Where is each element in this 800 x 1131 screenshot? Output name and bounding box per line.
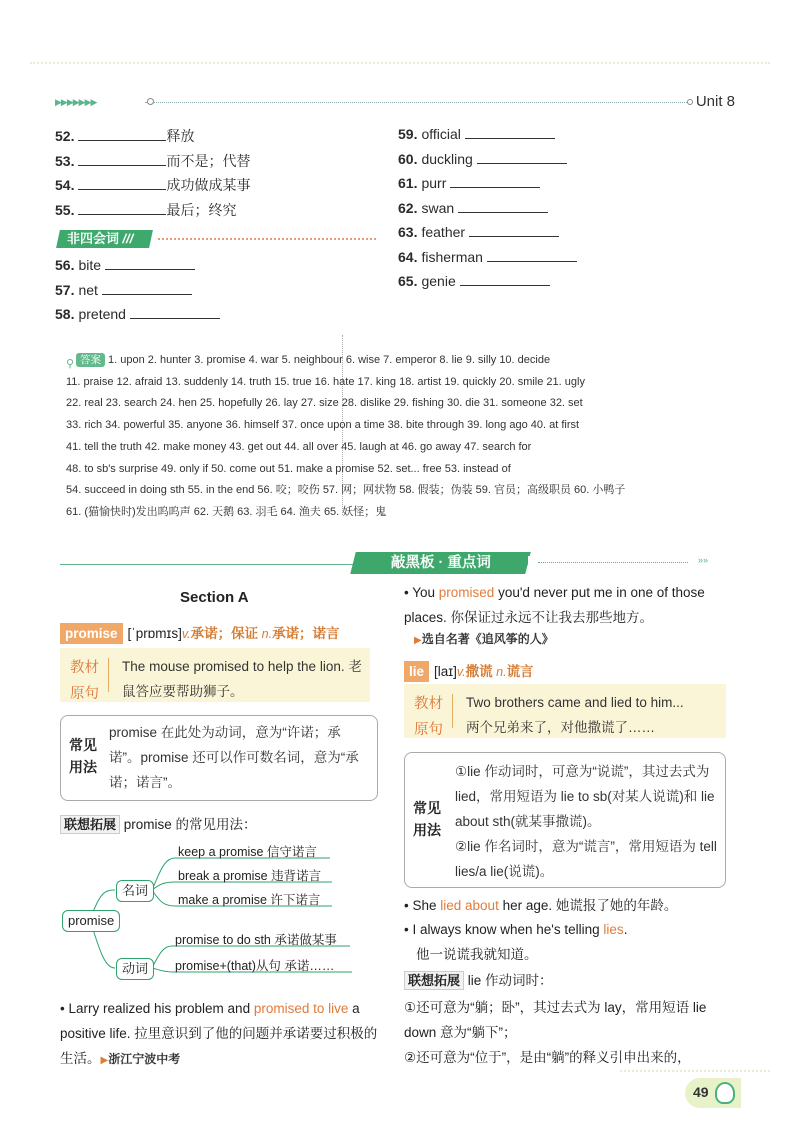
header-rule [145, 102, 687, 103]
mind-leaf: promise to do sth 承诺做某事 [175, 933, 337, 947]
answer-blank[interactable] [78, 176, 166, 190]
balloon-icon [715, 1082, 735, 1104]
answer-line: 41. tell the truth 42. make money 43. get out 44. all over 45. laugh at 46. go away 47. search for [66, 440, 532, 453]
usage-box [404, 752, 726, 888]
vocab-item: 55. 最后；终究 [55, 201, 237, 218]
box-divider [452, 694, 453, 728]
unit-title: Unit 8 [695, 93, 735, 110]
vocab-item: 64. fisherman [398, 245, 577, 270]
source-note: ▶浙江宁波中考 [100, 1052, 181, 1066]
vocab-left-list [55, 124, 250, 222]
answer-blank[interactable] [469, 223, 559, 237]
vocab-item: 60. duckling [398, 147, 577, 172]
answer-blank[interactable] [78, 127, 166, 141]
mind-leaf: keep a promise 信守诺言 [178, 845, 317, 859]
box-text: Two brothers came and lied to him... 两个兄弟来了，对他撒谎了…… [466, 695, 684, 735]
mind-leaf: promise+(that)从句 承诺…… [175, 959, 335, 973]
answer-line: ⚲ 答案 1. upon 2. hunter 3. promise 4. war 5. neighbour 6. wise 7. emperor 8. lie 9. silly 10. decide [66, 354, 551, 371]
box-text: The mouse promised to help the lion. 老鼠答应要帮助狮子。 [122, 659, 362, 699]
example-sentence: • Larry realized his problem and promised to live a positive life. 拉里意识到了他的问题并承诺要过积极的生活。▶浙江宁波中考 [60, 1001, 378, 1066]
extension-text: ①还可意为“躺；卧”，其过去式为 lay，常用短语 lie down 意为“躺下”； ②还可意为“位于”，是由“躺”的释义引申出来的， [404, 1000, 707, 1065]
vocab-item: 58. pretend [55, 302, 220, 327]
header-circle-left [147, 98, 154, 105]
usage-box [60, 715, 378, 801]
answer-line: 11. praise 12. afraid 13. suddenly 14. truth 15. true 16. hate 17. king 18. artist 19. quickly 20. smile 21. ugly [66, 375, 585, 388]
example-sentence: • I always know when he's telling lies. 他一说谎我就知道。 [404, 922, 628, 962]
mind-verb: 动词 [116, 958, 154, 980]
mind-root: promise [62, 910, 120, 932]
top-dotted-border [30, 62, 770, 64]
tag-dotted-line [158, 238, 376, 240]
vocab-item: 52. 释放 [55, 128, 195, 144]
answer-line: 48. to sb's surprise 49. only if 50. come out 51. make a promise 52. set... free 53. instead of [66, 462, 511, 475]
answer-blank[interactable] [460, 272, 550, 286]
usage-label: 常见用法 [413, 800, 441, 838]
mind-leaf: make a promise 许下诺言 [178, 893, 321, 907]
answer-blank[interactable] [465, 125, 555, 139]
extension-line: 联想拓展 promise 的常见用法： [60, 812, 257, 837]
answer-blank[interactable] [130, 305, 220, 319]
footer-dots [620, 1070, 770, 1072]
mind-map [60, 842, 360, 992]
vocab-item: 63. feather [398, 220, 577, 245]
vocab-item: 54. 成功做成某事 [55, 177, 251, 193]
source-note: ▶选自名著《追风筝的人》 [414, 632, 554, 646]
answer-key [66, 350, 746, 524]
answer-line: 22. real 23. search 24. hen 25. hopefully 26. lay 27. size 28. dislike 29. fishing 30. die 31. someone 32. set [66, 397, 583, 410]
section-title: Section A [180, 589, 249, 606]
key-icon: ⚲ [66, 358, 75, 371]
word-badge: promise [60, 623, 123, 644]
answer-line: 33. rich 34. powerful 35. anyone 36. himself 37. once upon a time 38. bite through 39. long ago 40. at first [66, 419, 580, 432]
answer-blank[interactable] [105, 256, 195, 270]
page-number-badge [685, 1078, 741, 1108]
vocab-item: 59. official [398, 122, 577, 147]
answer-blank[interactable] [487, 248, 577, 262]
mind-noun: 名词 [116, 880, 154, 902]
textbook-sentence-box [404, 684, 726, 738]
page-number: 49 [693, 1084, 709, 1100]
vocab-item: 62. swan [398, 196, 577, 221]
answer-key-label: 答案 [76, 353, 105, 367]
headword-promise: promise [ˈprɒmɪs]v.承诺；保证 n.承诺；诺言 [60, 622, 340, 644]
vocab-item: 56. bite [55, 253, 220, 278]
vocab-right-list [398, 122, 577, 294]
extension-line: 联想拓展 lie 作动词时： [404, 968, 553, 993]
extension-label: 联想拓展 [404, 971, 464, 990]
box-label: 教材原句 [70, 660, 99, 702]
header-circle-right [687, 99, 693, 105]
box-label: 教材原句 [414, 696, 443, 738]
vocab-left2-list [55, 253, 220, 327]
mind-leaf: break a promise 违背诺言 [178, 869, 322, 883]
header-arrows: ▶▶▶▶▶▶▶ [55, 97, 97, 107]
answer-blank[interactable] [78, 152, 166, 166]
answer-line: 61. (猫愉快时)发出呜呜声 62. 天鹅 63. 羽毛 64. 渔夫 65. 妖怪；鬼 [66, 505, 387, 518]
headword-lie: lie [laɪ]v.撒谎 n.谎言 [404, 660, 534, 682]
banner-title: 敲黑板 · 重点词 [350, 552, 530, 574]
answer-line: 54. succeed in doing sth 55. in the end 56. 咬；咬伤 57. 网；网状物 58. 假装；伪装 59. 官员；高级职员 60. 小鸭子 [66, 484, 626, 497]
textbook-sentence-box [60, 648, 370, 702]
vocab-item: 57. net [55, 278, 220, 303]
answer-blank[interactable] [102, 281, 192, 295]
usage-text: ①lie 作动词时，可意为“说谎”，其过去式为 lied，常用短语为 lie to sb(对某人说谎)和 lie about sth(就某事撒谎)。 ②lie 作名词时，意为“谎言”，常用短语为 tell lies/a lie(说谎)。 [455, 764, 717, 879]
example-sentence: • She lied about her age. 她谎报了她的年龄。 [404, 898, 678, 913]
usage-label: 常见用法 [69, 737, 97, 775]
answer-blank[interactable] [78, 201, 166, 215]
answer-blank[interactable] [477, 150, 567, 164]
vocab-item: 65. genie [398, 269, 577, 294]
non-core-words-tag: 非四会词 /// [56, 230, 153, 248]
vocab-item: 53. 而不是；代替 [55, 152, 251, 169]
page-header [55, 93, 745, 110]
box-divider [108, 658, 109, 692]
banner-dots: »» [528, 556, 748, 570]
answer-blank[interactable] [450, 174, 540, 188]
answer-blank[interactable] [458, 199, 548, 213]
word-badge: lie [404, 661, 429, 682]
extension-label: 联想拓展 [60, 815, 120, 834]
example-sentence: • You promised you'd never put me in one of those places. 你保证过永远不让我去那些地方。 [404, 585, 705, 625]
vocab-item: 61. purr [398, 171, 577, 196]
section-banner [60, 552, 748, 574]
usage-text: promise 在此处为动词，意为“许诺；承诺”。promise 还可以作可数名词，意为“承诺；诺言”。 [109, 725, 359, 790]
